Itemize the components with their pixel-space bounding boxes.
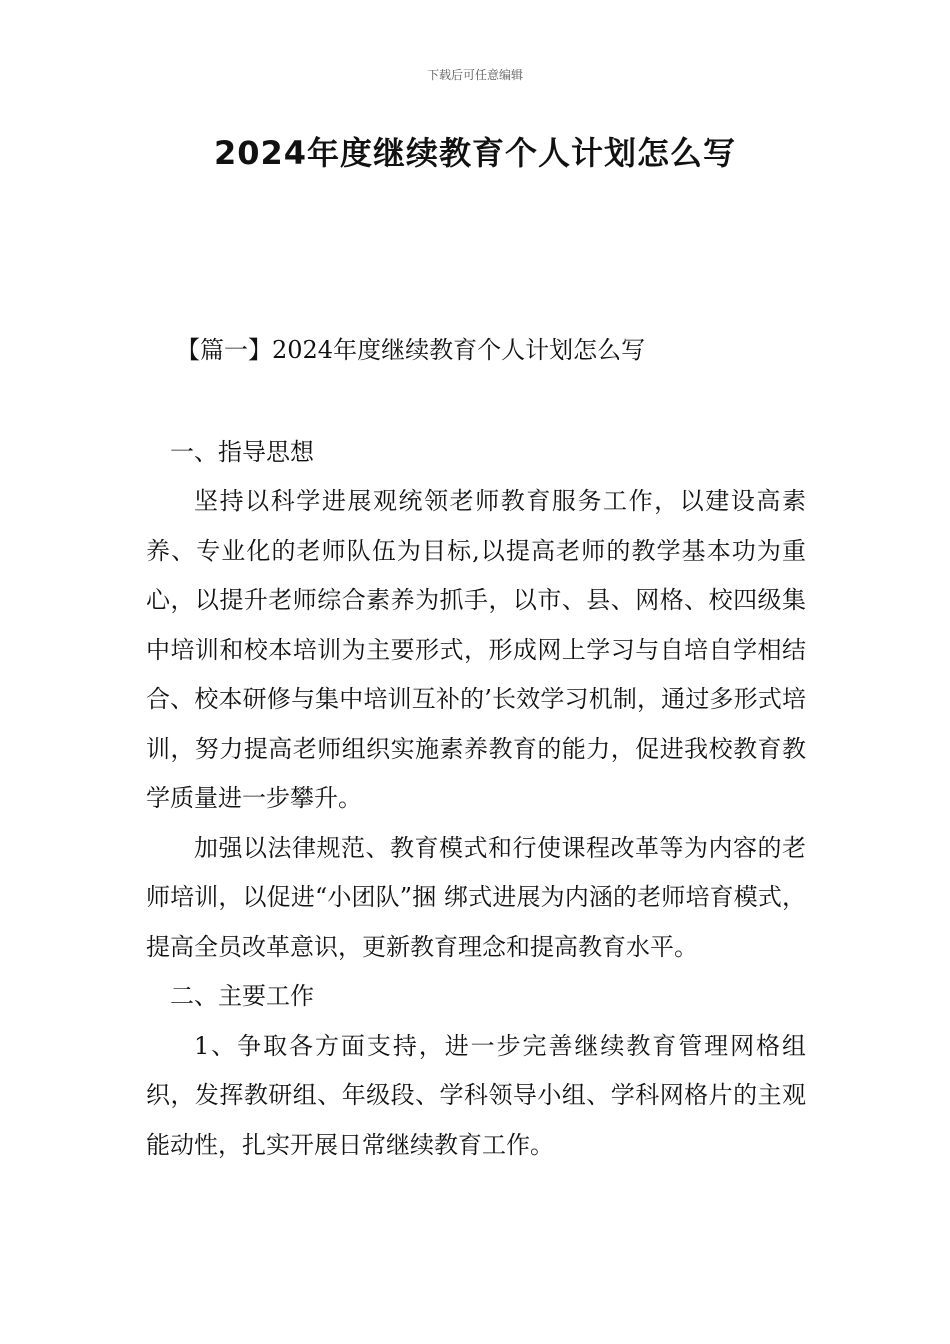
document-body [146, 326, 806, 1170]
spacer [146, 376, 806, 428]
section-heading-main-work: 二、主要工作 [170, 982, 314, 1010]
header-note: 下载后可任意编辑 [426, 68, 523, 82]
paragraph: 1、争取各方面支持，进一步完善继续教育管理网格组织，发挥教研组、年级段、学科领导小组、学科网格片的主观能动性，扎实开展日常继续教育工作。 [146, 1031, 806, 1159]
paragraph: 加强以法律规范、教育模式和行使课程改革等为内容的老师培训，以促进“小团队”捆 绑式进展为内涵的老师培育模式，提高全员改革意识，更新教育理念和提高教育水平。 [146, 833, 806, 961]
document-title: 2024年度继续教育个人计划怎么写 [213, 134, 737, 172]
paragraph: 坚持以科学进展观统领老师教育服务工作，以建设高素养、专业化的老师队伍为目标,以提高老师的教学基本功为重心，以提升老师综合素养为抓手，以市、县、网格、校四级集中培训和校本培训为主要形式，形成网上学习与自培自学相结合、校本研修与集中培训互补的’长效学习机制，通过多形式培训，努力提高老师组织实施素养教育的能力，促进我校教育教学质量进一步攀升。 [146, 487, 806, 812]
section-heading-guiding-ideology: 一、指导思想 [170, 437, 314, 466]
part-heading: 【篇一】2024年度继续教育个人计划怎么写 [176, 336, 646, 364]
